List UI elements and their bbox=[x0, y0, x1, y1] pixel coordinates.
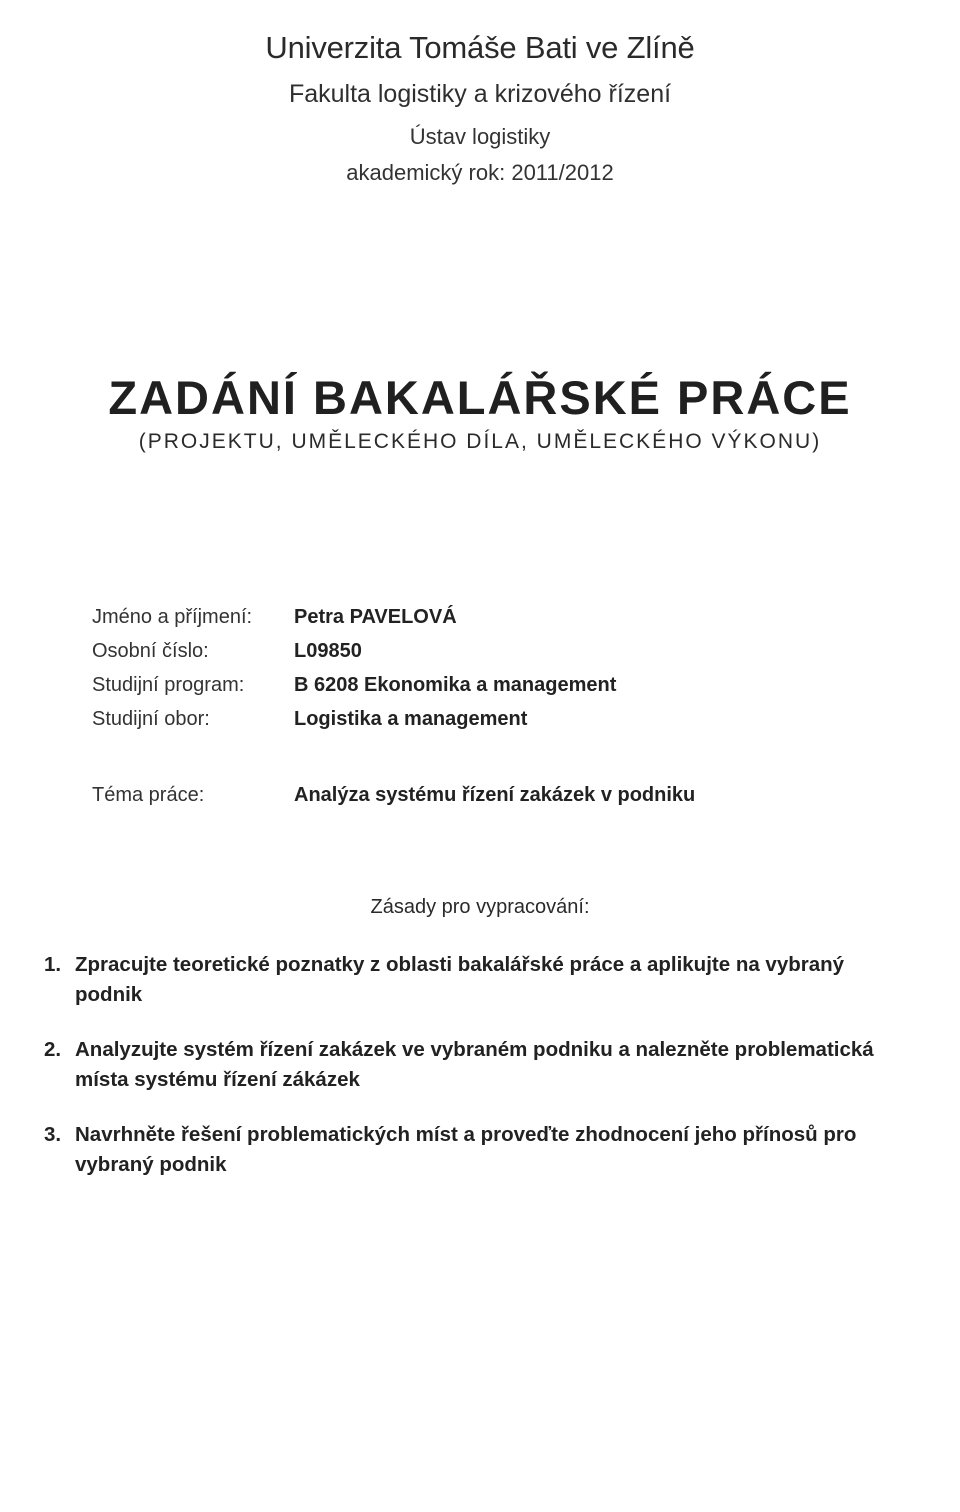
item-number: 1. bbox=[44, 953, 62, 976]
field-value: Logistika a management bbox=[294, 708, 528, 730]
list-item bbox=[44, 950, 904, 1010]
document-title: ZADÁNÍ BAKALÁŘSKÉ PRÁCE bbox=[108, 371, 852, 424]
field-label: Studijní obor: bbox=[92, 708, 210, 730]
university-name: Univerzita Tomáše Bati ve Zlíně bbox=[265, 30, 695, 65]
field-label: Osobní číslo: bbox=[92, 640, 209, 662]
document-subtitle: (PROJEKTU, UMĚLECKÉHO DÍLA, UMĚLECKÉHO VÝKONU) bbox=[138, 430, 822, 453]
item-text: Navrhněte řešení problematických míst a proveďte zhodnocení jeho přínosů pro vybraný podnik bbox=[75, 1123, 857, 1176]
field-value: L09850 bbox=[294, 640, 362, 662]
principles-heading: Zásady pro vypracování: bbox=[370, 896, 590, 918]
field-value: Petra PAVELOVÁ bbox=[294, 606, 457, 628]
field-label: Téma práce: bbox=[92, 784, 205, 806]
field-value: B 6208 Ekonomika a management bbox=[294, 674, 617, 696]
list-item bbox=[44, 1035, 904, 1095]
field-label: Studijní program: bbox=[92, 674, 245, 696]
institute-name: Ústav logistiky bbox=[409, 124, 551, 149]
principles-list bbox=[44, 950, 904, 1205]
item-text: Zpracujte teoretické poznatky z oblasti bakalářské práce a aplikujte na vybraný podnik bbox=[75, 953, 845, 1006]
list-item bbox=[44, 1120, 904, 1180]
faculty-name: Fakulta logistiky a krizového řízení bbox=[288, 80, 672, 108]
field-value: Analýza systému řízení zakázek v podniku bbox=[294, 784, 696, 806]
field-label: Jméno a příjmení: bbox=[92, 606, 253, 628]
item-text: Analyzujte systém řízení zakázek ve vybraném podniku a nalezněte problematická místa systému řízení zákázek bbox=[75, 1038, 874, 1091]
item-number: 2. bbox=[44, 1038, 62, 1061]
academic-year: akademický rok: 2011/2012 bbox=[346, 160, 614, 185]
item-number: 3. bbox=[44, 1123, 62, 1146]
